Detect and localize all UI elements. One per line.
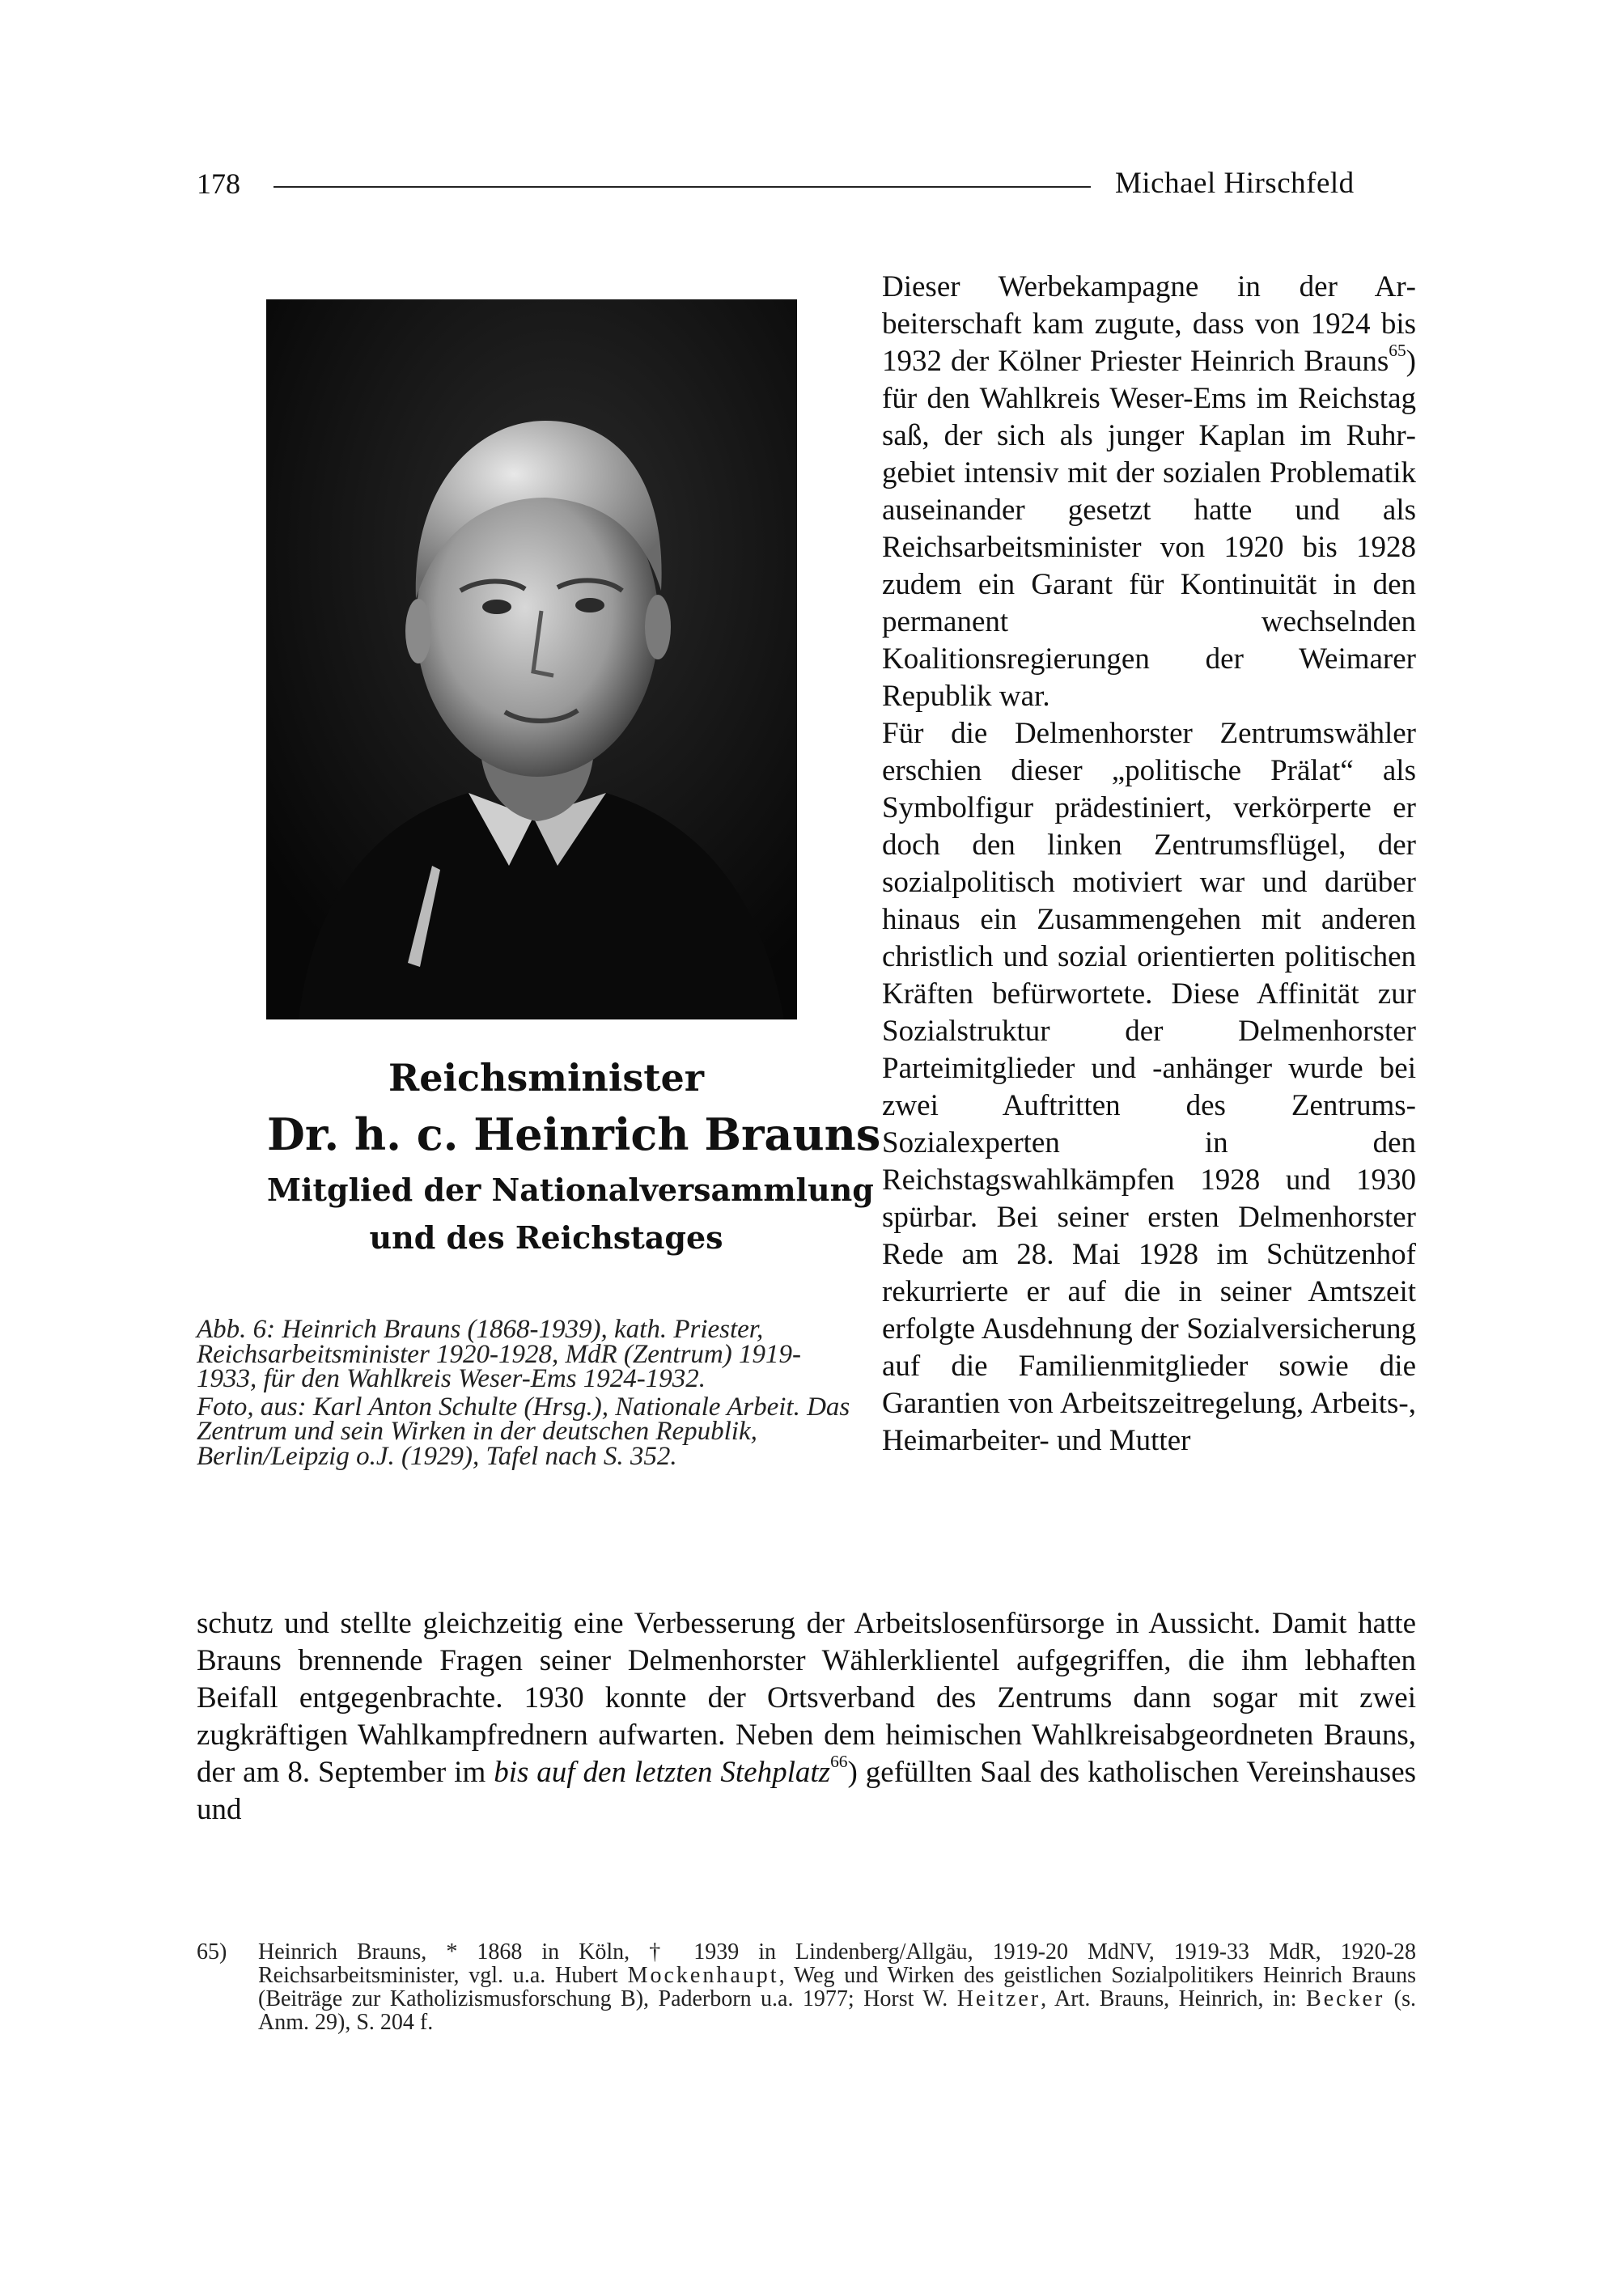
paragraph-1-text-a: Dieser Werbekampagne in der Arbeiterschaft kam zugute, dass von 1924 bis 1932 der Kölner Priester Heinrich Brauns (882, 270, 1416, 378)
body-fullwidth (197, 1605, 1416, 1829)
page-number: 178 (197, 167, 240, 200)
footnote-65 (197, 1940, 1416, 2034)
portrait-caption-role2: und des Reichstages (369, 1219, 723, 1256)
footnote-number: 65) (197, 1939, 227, 1965)
portrait-image (266, 299, 797, 1019)
paragraph-2: Für die Delmenhorster Zentrumswähler erschien dieser „politische Prälat“ als Symbolfigur prädestiniert, verkörperte er doch den linken Zentrumsflügel, der sozialpolitisch motiviert war und darüber hinaus ein Zusammengehen mit anderen christlich und sozial orientierten politischen Kräften befürwortete. Diese Affinität zur Sozialstruktur der Delmenhorster Parteimitglieder und -anhänger wurde bei zwei Auftritten des Zentrums-Sozialexperten in den Reichstagswahlkämpfen 1928 und 1930 spürbar. Bei seiner ersten Delmenhorster Rede am 28. Mai 1928 im Schützenhof rekurrierte er auf die in seiner Amtszeit erfolgte Ausdehnung der Sozialversicherung auf die Familienmitglieder sowie die Garantien von Arbeitszeitregelung, Arbeits-, Heimarbeiter- und Mutter (882, 717, 1416, 1457)
portrait-caption-title: Reichsminister (388, 1056, 705, 1100)
paragraph-1-text-b: ) für den Wahlkreis Weser-Ems im Reichstag saß, der sich als junger Kaplan im Ruhrgebiet intensiv mit der sozialen Problematik auseinander gesetzt hatte und als Reichsarbeitsminister von 1920 bis 1928 zudem ein Garant für Kontinuität in den permanent wechselnden Koalitionsregierungen der Weimarer Republik war. (882, 345, 1416, 713)
paragraph-3-text-a: schutz und stellte gleichzeitig eine Verbesserung der Arbeitslosenfürsorge in Aussicht. Damit hatte Brauns brennende Fragen seiner Delmenhorster Wählerklientel aufgegriffen, die ihm lebhaften Beifall entgegenbrachte. 1930 konnte der Ortsverband des Zentrums dann sogar mit zwei zugkräftigen Wahlkampfrednern aufwarten. Neben dem heimischen Wahlkreisabgeordneten Brauns, der am 8. September im (197, 1607, 1416, 1789)
footnote-text (258, 1940, 1416, 2034)
running-head-author: Michael Hirschfeld (1115, 167, 1355, 200)
footnote-text-d: (s. Anm. 29), S. 204 f. (258, 1986, 1416, 2035)
footnote-text-b: , Weg und Wirken des geistlichen Sozialpolitikers Heinrich Brauns (Beiträge zur Katholizismusforschung B), Paderborn u.a. 1977; Horst W. (258, 1963, 1416, 2011)
portrait-photo (266, 299, 797, 1019)
figure-caption (197, 1317, 850, 1469)
figure-credit: Foto, aus: Karl Anton Schulte (Hrsg.), Nationale Arbeit. Das Zentrum und sein Wirken in der deutschen Republik, Berlin/Leipzig o.J. (1929), Tafel nach S. 352. (197, 1392, 850, 1471)
quoted-phrase: bis auf den letzten Stehplatz (494, 1756, 831, 1789)
paragraph-3-text-b: ) gefüllten Saal des katholischen Vereinshauses und (197, 1756, 1417, 1826)
footnote-text-a: Heinrich Brauns, * 1868 in Köln, † 1939 in Lindenberg/Allgäu, 1919-20 MdNV, 1919-33 MdR, 1920-28 Reichsarbeitsminister, vgl. u.a. Hubert (258, 1939, 1416, 1988)
footnote-text-c: , Art. Brauns, Heinrich, in: (1041, 1986, 1307, 2011)
paragraph-3 (197, 1605, 1416, 1829)
footnote-author-mockenhaupt: Mockenhaupt (627, 1963, 779, 1988)
body-column-right (882, 269, 1416, 1460)
footnote-ref-65[interactable]: 65 (1389, 341, 1406, 361)
header-rule (273, 186, 1091, 188)
footnote-author-becker: Becker (1306, 1986, 1385, 2011)
figure-caption-text: Abb. 6: Heinrich Brauns (1868-1939), kath. Priester, Reichsarbeitsminister 1920-1928, MdR (Zentrum) 1919-1933, für den Wahlkreis Weser-Ems 1924-1932. (197, 1315, 801, 1393)
paragraph-1 (882, 269, 1416, 715)
footnote-ref-66[interactable]: 66 (830, 1752, 848, 1772)
portrait-caption-role1: Mitglied der Nationalversammlung (267, 1172, 874, 1208)
portrait-caption (267, 1052, 881, 1261)
portrait-caption-name: Dr. h. c. Heinrich Brauns (267, 1108, 881, 1160)
footnote-author-heitzer: Heitzer (956, 1986, 1041, 2011)
